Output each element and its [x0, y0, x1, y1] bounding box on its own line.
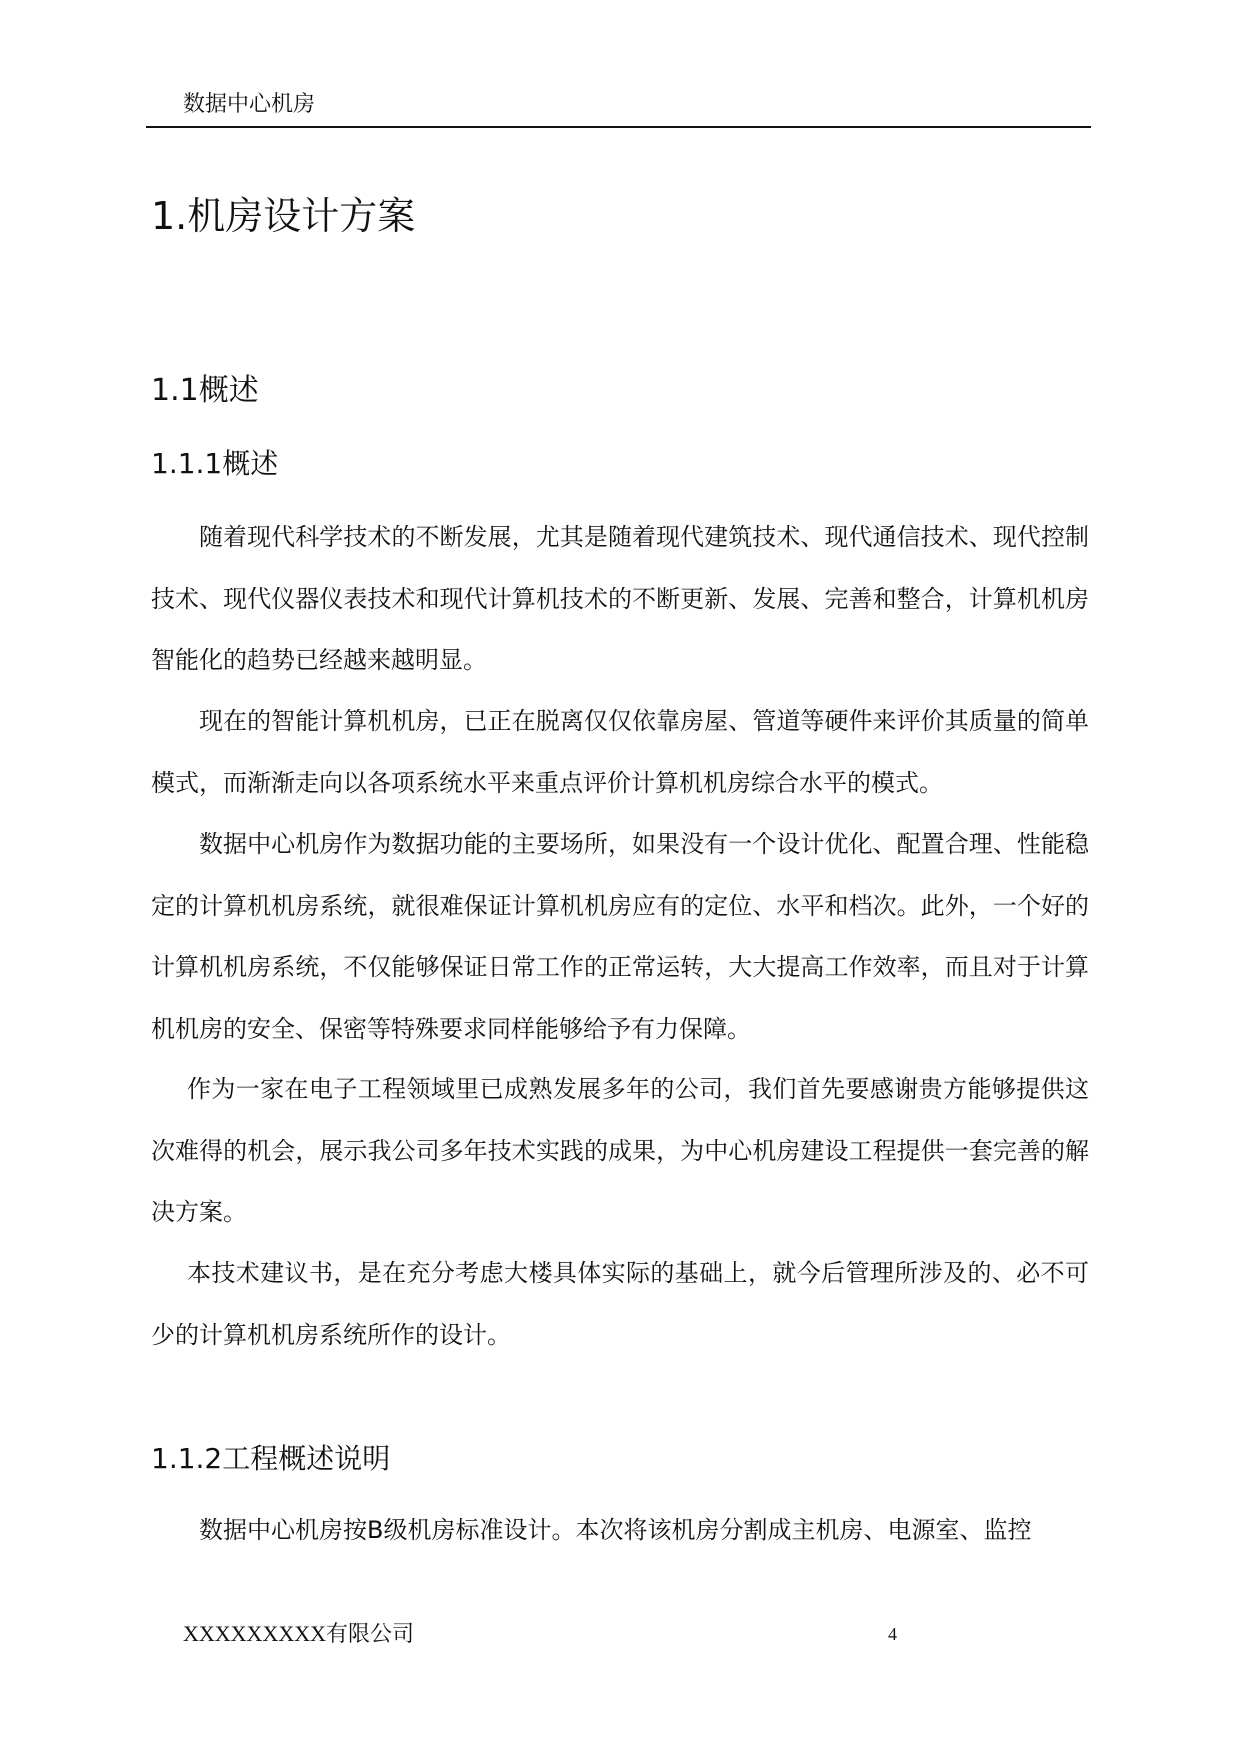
- section-title: 1.机房设计方案: [151, 194, 416, 238]
- sub-subsection-title-project: 1.1.2工程概述说明: [151, 1442, 391, 1475]
- page-number: 4: [888, 1624, 897, 1644]
- paragraph-overview-5: 本技术建议书，是在充分考虑大楼具体实际的基础上，就今后管理所涉及的、必不可少的计算机机房系统所作的设计。: [151, 1259, 1089, 1349]
- header-divider: [146, 126, 1091, 128]
- paragraph-overview-3: 数据中心机房作为数据功能的主要场所，如果没有一个设计优化、配置合理、性能稳定的计算机机房系统，就很难保证计算机机房应有的定位、水平和档次。此外，一个好的计算机机房系统，不仅能够保证日常工作的正常运转，大大提高工作效率，而且对于计算机机房的安全、保密等特殊要求同样能够给予有力保障。: [151, 830, 1089, 1043]
- paragraph-overview-1: 随着现代科学技术的不断发展，尤其是随着现代建筑技术、现代通信技术、现代控制技术、现代仪器仪表技术和现代计算机技术的不断更新、发展、完善和整合，计算机机房智能化的趋势已经越来越明显。: [151, 523, 1089, 674]
- sub-subsection-title-overview: 1.1.1概述: [151, 447, 279, 480]
- footer-company: XXXXXXXXX有限公司: [183, 1621, 414, 1646]
- paragraph-overview-4: 作为一家在电子工程领域里已成熟发展多年的公司，我们首先要感谢贵方能够提供这次难得的机会，展示我公司多年技术实践的成果，为中心机房建设工程提供一套完善的解决方案。: [151, 1075, 1089, 1226]
- paragraph-project-1: 数据中心机房按B级机房标准设计。本次将该机房分割成主机房、电源室、监控: [199, 1516, 1032, 1544]
- paragraph-overview-2: 现在的智能计算机机房，已正在脱离仅仅依靠房屋、管道等硬件来评价其质量的简单模式，而渐渐走向以各项系统水平来重点评价计算机机房综合水平的模式。: [151, 707, 1089, 797]
- header-title: 数据中心机房: [183, 92, 316, 117]
- subsection-title: 1.1概述: [151, 373, 259, 408]
